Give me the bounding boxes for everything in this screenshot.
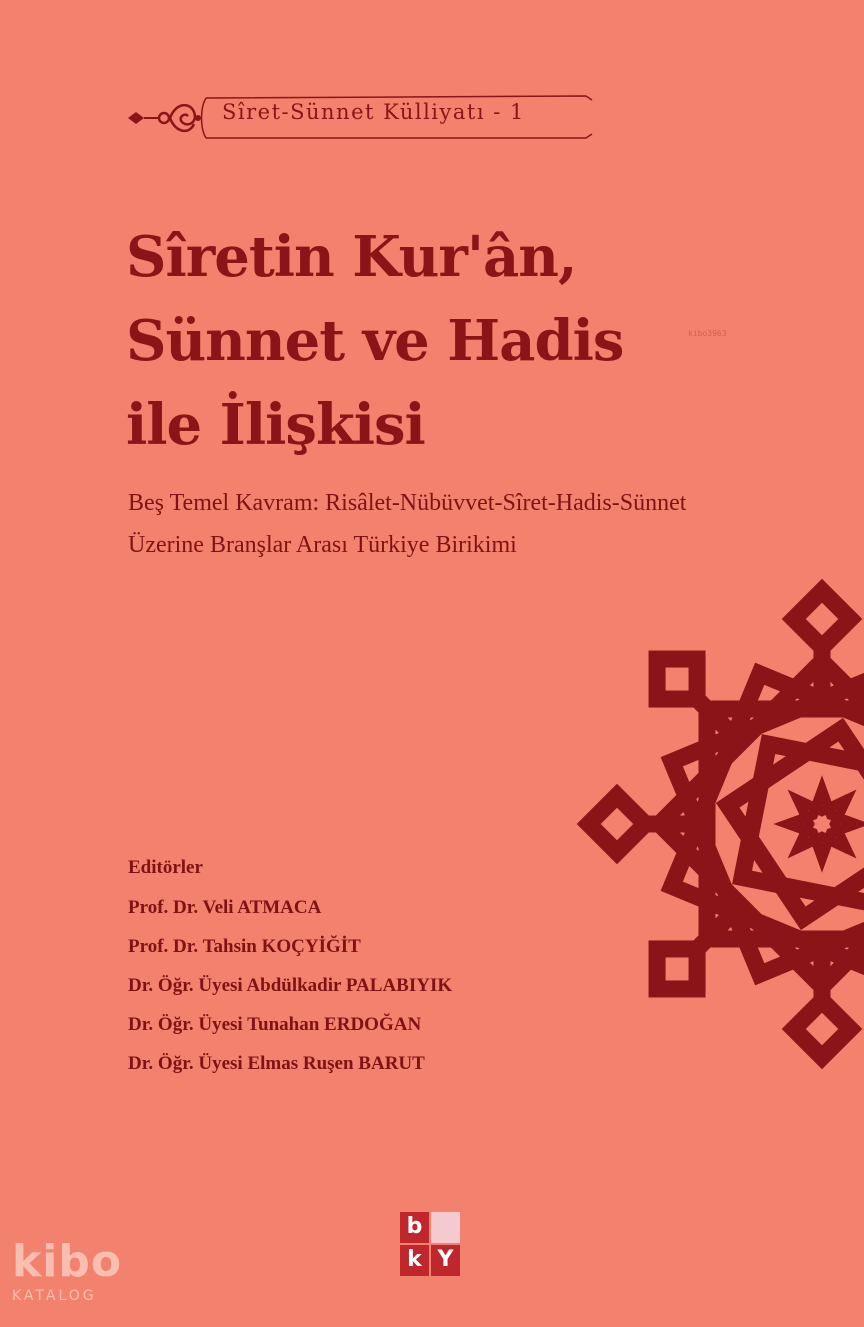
- publisher-blank-cell: [431, 1212, 460, 1243]
- publisher-letter: Y: [431, 1245, 460, 1276]
- editor-name: Dr. Öğr. Üyesi Elmas Ruşen BARUT: [128, 1053, 425, 1074]
- book-title: [126, 215, 826, 467]
- series-label: Sîret-Sünnet Külliyatı - 1: [222, 100, 525, 124]
- editor-name: Prof. Dr. Tahsin KOÇYİĞİT: [128, 936, 361, 957]
- title-line-1: Sîretin Kur'ân,: [126, 224, 577, 290]
- publisher-logo: [400, 1212, 462, 1278]
- subtitle-line-2: Üzerine Branşlar Arası Türkiye Birikimi: [128, 532, 517, 558]
- kibo-katalog: KATALOG: [12, 1288, 97, 1304]
- title-line-3: ile İlişkisi: [126, 392, 425, 458]
- subtitle-line-1: Beş Temel Kavram: Risâlet-Nübüvvet-Sîret-Hadis-Sünnet: [128, 490, 687, 516]
- editor-name: Dr. Öğr. Üyesi Abdülkadir PALABIYIK: [128, 975, 453, 996]
- editor-name: Dr. Öğr. Üyesi Tunahan ERDOĞAN: [128, 1014, 422, 1035]
- watermark-text: kibo3963: [688, 329, 727, 338]
- kibo-name: kibo: [12, 1236, 123, 1287]
- publisher-letter: k: [400, 1245, 429, 1276]
- editors-heading: Editörler: [128, 857, 203, 878]
- kibo-logo: [12, 1236, 123, 1304]
- title-line-2: Sünnet ve Hadis: [126, 308, 624, 374]
- series-banner: [126, 92, 596, 140]
- publisher-letter: b: [400, 1212, 429, 1243]
- geometric-star-ornament: [528, 542, 864, 1112]
- editors-block: [128, 854, 452, 1089]
- editor-name: Prof. Dr. Veli ATMACA: [128, 897, 322, 918]
